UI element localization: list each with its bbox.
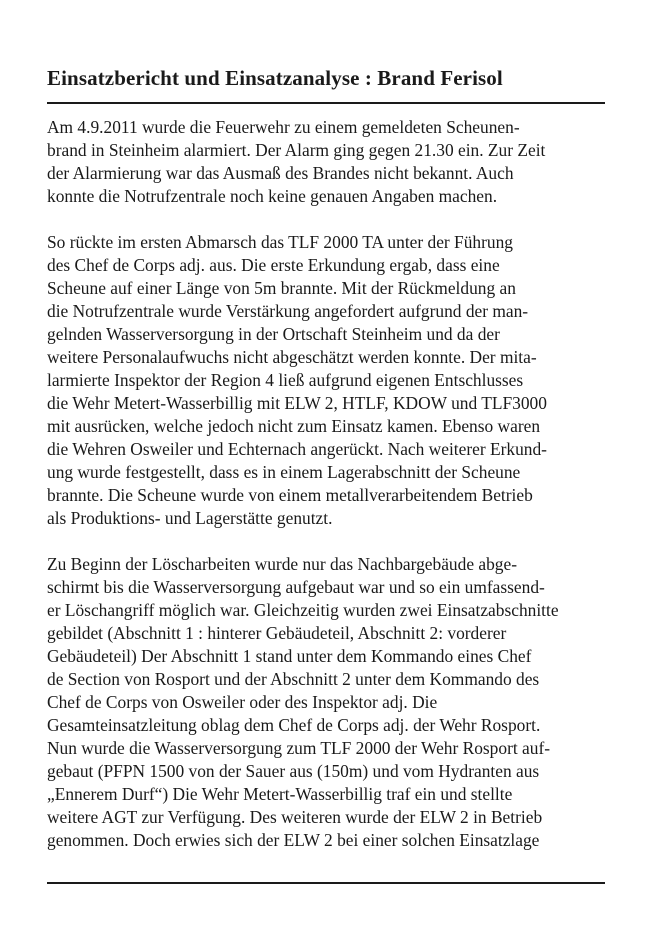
text-line: gebildet (Abschnitt 1 : hinterer Gebäudeteil, Abschnitt 2: vorderer: [47, 623, 507, 643]
text-line: de Section von Rosport und der Abschnitt 2 unter dem Kommando des: [47, 669, 540, 689]
text-line: Gesamteinsatzleitung oblag dem Chef de Corps adj. der Wehr Rosport.: [47, 715, 541, 735]
text-line: „Ennerem Durf“) Die Wehr Metert-Wasserbillig traf ein und stellte: [47, 784, 513, 804]
text-line: gebaut (PFPN 1500 von der Sauer aus (150m) und vom Hydranten aus: [47, 761, 540, 781]
text-line: brand in Steinheim alarmiert. Der Alarm ging gegen 21.30 ein. Zur Zeit: [47, 140, 546, 160]
text-line: die Notrufzentrale wurde Verstärkung angefordert aufgrund der man-: [47, 301, 529, 321]
text-line: die Wehr Metert-Wasserbillig mit ELW 2, HTLF, KDOW und TLF3000: [47, 393, 547, 413]
text-line: der Alarmierung war das Ausmaß des Brandes nicht bekannt. Auch: [47, 163, 514, 183]
paragraph-firefighting: [47, 553, 607, 852]
text-line: schirmt bis die Wasserversorgung aufgebaut war und so ein umfassend-: [47, 577, 545, 597]
text-line: weitere AGT zur Verfügung. Des weiteren wurde der ELW 2 in Betrieb: [47, 807, 543, 827]
text-line: Nun wurde die Wasserversorgung zum TLF 2000 der Wehr Rosport auf-: [47, 738, 551, 758]
text-line: Gebäudeteil) Der Abschnitt 1 stand unter dem Kommando eines Chef: [47, 646, 532, 666]
text-line: gelnden Wasserversorgung in der Ortschaft Steinheim und da der: [47, 324, 500, 344]
text-line: larmierte Inspektor der Region 4 ließ aufgrund eigenen Entschlusses: [47, 370, 524, 390]
text-line: mit ausrücken, welche jedoch nicht zum Einsatz kamen. Ebenso waren: [47, 416, 541, 436]
paragraph-deployment: [47, 231, 607, 530]
text-line: des Chef de Corps adj. aus. Die erste Erkundung ergab, dass eine: [47, 255, 500, 275]
footer-divider: [47, 882, 605, 884]
text-line: Am 4.9.2011 wurde die Feuerwehr zu einem gemeldeten Scheunen-: [47, 117, 520, 137]
text-line: brannte. Die Scheune wurde von einem metallverarbeitendem Betrieb: [47, 485, 533, 505]
text-line: genommen. Doch erwies sich der ELW 2 bei einer solchen Einsatzlage: [47, 830, 540, 850]
text-line: die Wehren Osweiler und Echternach angerückt. Nach weiterer Erkund-: [47, 439, 547, 459]
text-line: konnte die Notrufzentrale noch keine genauen Angaben machen.: [47, 186, 498, 206]
text-line: Zu Beginn der Löscharbeiten wurde nur das Nachbargebäude abge-: [47, 554, 518, 574]
page-title: Einsatzbericht und Einsatzanalyse : Brand Ferisol: [47, 66, 503, 90]
report-body: [47, 116, 607, 852]
text-line: Chef de Corps von Osweiler oder des Inspektor adj. Die: [47, 692, 438, 712]
paragraph-alarm: [47, 116, 607, 208]
text-line: ung wurde festgestellt, dass es in einem Lagerabschnitt der Scheune: [47, 462, 521, 482]
text-line: So rückte im ersten Abmarsch das TLF 2000 TA unter der Führung: [47, 232, 513, 252]
text-line: als Produktions- und Lagerstätte genutzt.: [47, 508, 333, 528]
text-line: Scheune auf einer Länge von 5m brannte. Mit der Rückmeldung an: [47, 278, 516, 298]
text-line: er Löschangriff möglich war. Gleichzeitig wurden zwei Einsatzabschnitte: [47, 600, 559, 620]
text-line: weitere Personalaufwuchs nicht abgeschätzt werden konnte. Der mita-: [47, 347, 537, 367]
title-divider: [47, 102, 605, 104]
